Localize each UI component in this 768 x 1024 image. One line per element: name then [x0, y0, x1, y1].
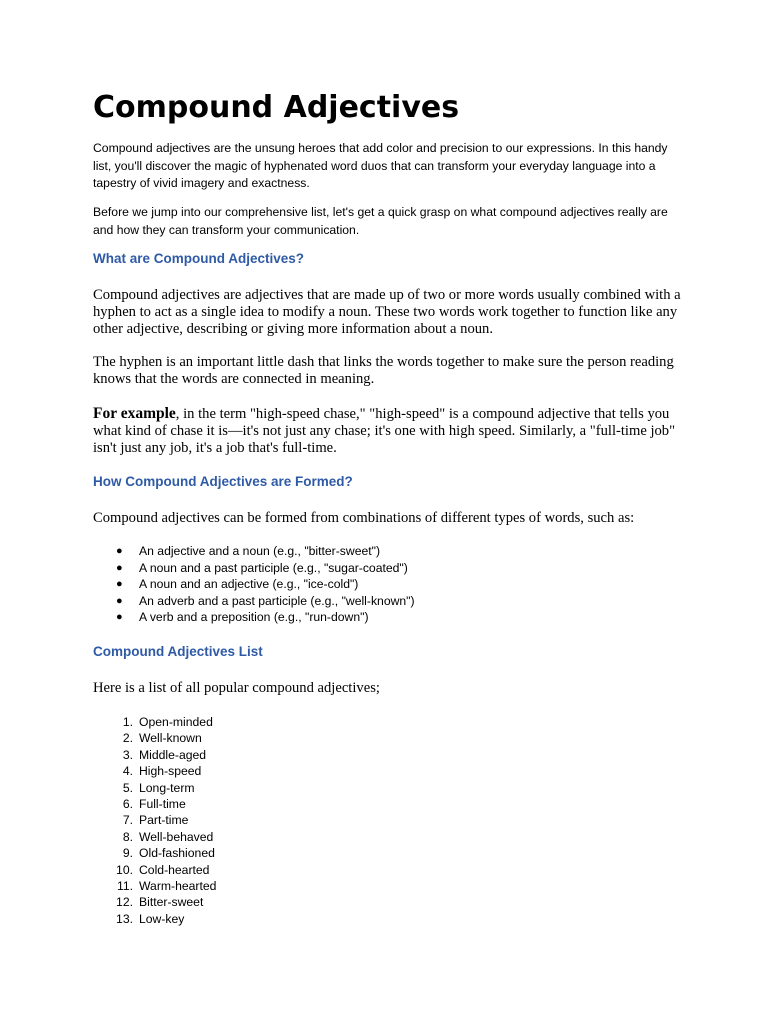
- list-item: ● An adjective and a noun (e.g., "bitter-sweet"): [116, 544, 381, 558]
- section-heading-list: Compound Adjectives List: [93, 644, 263, 659]
- bullet-icon: ●: [116, 545, 123, 557]
- list-item: [93, 845, 216, 861]
- example-lead: For example: [93, 405, 176, 422]
- list-item-label: Warm-hearted: [139, 878, 217, 893]
- intro-paragraph-1: Compound adjectives are the unsung heroes that add color and precision to our expressions. In this handy list, you'll discover the magic of hyphenated word duos that can transform your everyday language into a tapestry of vivid imagery and exactness.: [93, 141, 668, 190]
- list-number: 10.: [116, 862, 133, 877]
- section-heading-formed: How Compound Adjectives are Formed?: [93, 474, 353, 489]
- list-item: [93, 878, 216, 894]
- intro-paragraph-2: Before we jump into our comprehensive list, let's get a quick grasp on what compound adjectives really are and how they can transform your communication.: [93, 205, 668, 237]
- list-item: [93, 714, 216, 730]
- list-number: 9.: [122, 846, 133, 861]
- compound-adjectives-list: [93, 714, 216, 927]
- formation-bullet-list: [93, 543, 415, 626]
- list-item-label: Bitter-sweet: [139, 895, 204, 910]
- list-number: 11.: [116, 878, 133, 893]
- definition-paragraph: Compound adjectives are adjectives that are made up of two or more words usually combined with a hyphen to act as a single idea to modify a noun. These two words work together to function like any other adjective, describing or giving more information about a noun.: [93, 287, 681, 337]
- list-number: 6.: [122, 796, 133, 811]
- list-item-label: Open-minded: [139, 715, 213, 729]
- list-number: 3.: [122, 747, 133, 762]
- list-number: 4.: [122, 764, 133, 779]
- list-item: ● A verb and a preposition (e.g., "run-down"): [116, 610, 369, 625]
- list-item-label: Cold-hearted: [139, 862, 210, 877]
- list-item-label: Well-known: [139, 731, 202, 746]
- list-number: 7.: [122, 813, 133, 828]
- list-number: 13.: [116, 911, 133, 926]
- list-item-label: Well-behaved: [139, 829, 214, 844]
- list-item-label: High-speed: [139, 764, 202, 779]
- list-item: ● A noun and a past participle (e.g., "sugar-coated"): [116, 560, 408, 575]
- list-item: [93, 829, 216, 845]
- section-heading-what: What are Compound Adjectives?: [93, 251, 305, 266]
- bullet-icon: ●: [116, 594, 123, 607]
- list-item: [93, 894, 216, 910]
- list-item: ● A noun and an adjective (e.g., "ice-cold"): [116, 577, 359, 592]
- example-paragraph: [93, 405, 693, 457]
- list-item: [93, 730, 216, 746]
- list-number: 1.: [122, 715, 133, 729]
- list-item: [93, 763, 216, 779]
- formation-paragraph: Compound adjectives can be formed from combinations of different types of words, such as:: [93, 510, 635, 526]
- hyphen-paragraph: The hyphen is an important little dash that links the words together to make sure the person reading knows that the words are connected in meaning.: [93, 354, 674, 387]
- list-item-label: Low-key: [139, 911, 185, 926]
- list-item: [93, 780, 216, 796]
- list-item-label: Middle-aged: [139, 747, 207, 762]
- list-number: 12.: [116, 895, 133, 910]
- list-number: 5.: [122, 780, 133, 795]
- list-number: 8.: [122, 829, 133, 844]
- list-item-label: Long-term: [139, 780, 195, 795]
- list-item-label: Part-time: [139, 813, 189, 828]
- list-number: 2.: [122, 731, 133, 746]
- list-intro-paragraph: Here is a list of all popular compound adjectives;: [93, 680, 380, 696]
- list-item-label: Full-time: [139, 796, 186, 811]
- list-item: [93, 747, 216, 763]
- example-text: , in the term "high-speed chase," "high-speed" is a compound adjective that tells you what kind of chase it is—it's not just any chase; it's one with high speed. Similarly, a "full-time job" isn't just any job, it's a job that's full-time.: [93, 406, 676, 456]
- page-title: Compound Adjectives: [93, 90, 460, 125]
- bullet-icon: ●: [116, 611, 123, 624]
- list-item: [93, 862, 216, 878]
- list-item: [93, 812, 216, 828]
- list-item: [93, 796, 216, 812]
- bullet-icon: ●: [116, 578, 123, 591]
- list-item: [93, 911, 216, 927]
- list-item-label: Old-fashioned: [139, 846, 215, 861]
- bullet-icon: ●: [116, 561, 123, 574]
- list-item: ● An adverb and a past participle (e.g., "well-known"): [116, 593, 415, 608]
